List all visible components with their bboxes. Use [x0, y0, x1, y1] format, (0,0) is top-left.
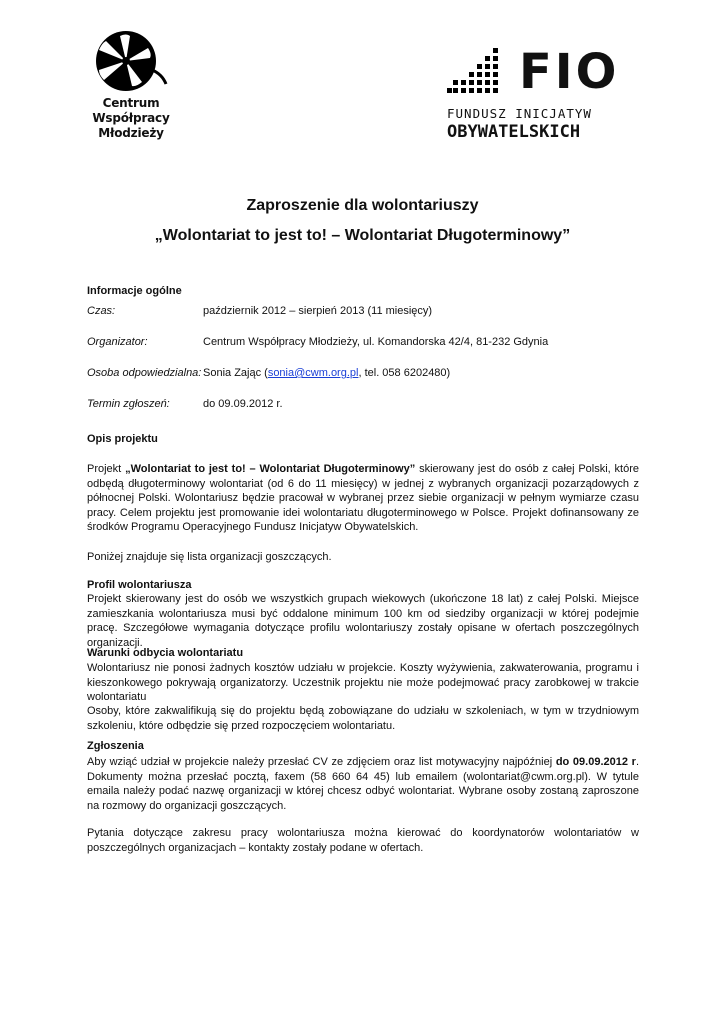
termin-label: Termin zgłoszeń:: [87, 398, 170, 410]
cwm-line-3: Młodzieży: [98, 126, 164, 140]
osoba-name: Sonia Zając (: [203, 367, 268, 379]
fio-logo-line-1: FUNDUSZ INICJATYW: [447, 106, 592, 121]
opis-paragraph-2: Poniżej znajduje się lista organizacji goszczących.: [87, 551, 332, 563]
fio-logo-main: FIO: [519, 44, 620, 100]
cwm-logo: [86, 30, 176, 155]
termin-value: do 09.09.2012 r.: [203, 398, 283, 410]
zgloszenia-p1-bold: do 09.09.2012 r: [555, 756, 636, 768]
page-subtitle: „Wolontariat to jest to! – Wolontariat Długoterminowy”: [154, 227, 571, 244]
fio-dots-icon: [447, 46, 519, 98]
zgloszenia-paragraph-1: [87, 755, 639, 813]
zgloszenia-p1-rest: . Dokumenty można przesłać pocztą, faxem (58 660 64 45) lub emailem (wolontariat@cwm.org.pl). W tytule emaila należy podać nazwę organizacji w której chcesz odbyć wolontariat. Wybrane osoby zostaną zaproszone na rozmowy do organizacji goszczących.: [87, 756, 639, 812]
warunki-text-1: Wolontariusz nie ponosi żadnych kosztów udziału w projekcie. Koszty wyżywienia, zakwaterowania, programu i kieszonkowego pokrywają organizatorzy. Uczestnik projektu nie może podejmować pracy zarobkowej w trakcie wolontariatu: [87, 662, 639, 703]
opis-p1-rest: skierowany jest do osób z całej Polski, które odbędą długoterminowy wolontariat (od 6 do 11 miesięcy) w jednej z wybranych organizacji pozarządowych z północnej Polski. Wolontariusz będzie pracował w wybranej przez siebie organizacji w pełnym wymiarze czasu pracy. Celem projektu jest promowanie idei wolontariatu długoterminowego w Polsce. Projekt dofinansowany ze środków Programu Operacyjnego Fundusz Inicjatyw Obywatelskich.: [87, 463, 640, 533]
cwm-line-1: Centrum: [102, 96, 160, 110]
czas-value: październik 2012 – sierpień 2013 (11 miesięcy): [203, 305, 433, 317]
cwm-line-2: Współpracy: [92, 111, 170, 125]
czas-label: Czas:: [87, 305, 116, 317]
profil-paragraph: [87, 592, 639, 650]
warunki-text-2: Osoby, które zakwalifikują się do projektu będą zobowiązane do udziału w szkoleniach, w tym w trzydniowym szkoleniu, które odbędzie się przed rozpoczęciem wolontariatu.: [87, 705, 639, 732]
profil-heading: Profil wolontariusza: [87, 579, 192, 591]
page-title: Zaproszenie dla wolontariuszy: [246, 197, 479, 214]
zgloszenia-paragraph-2: [87, 826, 639, 855]
organizator-value: Centrum Współpracy Młodzieży, ul. Komandorska 42/4, 81-232 Gdynia: [203, 336, 549, 348]
warunki-paragraph-2: [87, 704, 639, 733]
zgloszenia-heading: Zgłoszenia: [87, 740, 144, 752]
info-heading: Informacje ogólne: [87, 285, 182, 297]
zgloszenia-text-2: Pytania dotyczące zakresu pracy wolontariusza można kierować do koordynatorów wolontariatów w poszczególnych organizacjach – kontakty zostały podane w ofertach.: [87, 827, 639, 854]
osoba-phone: , tel. 058 6202480): [358, 367, 451, 379]
warunki-paragraph-1: [87, 661, 639, 705]
opis-paragraph-1: [87, 462, 639, 535]
opis-p1-start: Projekt: [87, 463, 126, 475]
cwm-logo-text: [86, 96, 176, 141]
cwm-emblem-icon: [90, 30, 170, 92]
fio-logo-line-2: OBYWATELSKICH: [447, 122, 581, 142]
osoba-email-link[interactable]: sonia@cwm.org.pl: [267, 367, 359, 379]
fio-logo: [447, 46, 627, 146]
opis-heading: Opis projektu: [87, 433, 158, 445]
osoba-label: Osoba odpowiedzialna:: [87, 367, 202, 379]
profil-text: Projekt skierowany jest do osób we wszystkich grupach wiekowych (ukończone 18 lat) z całej Polski. Miejsce zamieszkania wolontariusza musi być oddalone minimum 100 km od siedziby organizacji w której podejmie pracę. Szczegółowe wymagania dotyczące profilu wolontariuszy zostały opisane w ofertach poszczególnych organizacji.: [87, 593, 639, 649]
warunki-heading: Warunki odbycia wolontariatu: [87, 647, 244, 659]
opis-p1-bold: „Wolontariat to jest to! – Wolontariat Długoterminowy”: [125, 463, 416, 475]
osoba-value: [203, 367, 450, 379]
organizator-label: Organizator:: [87, 336, 148, 348]
zgloszenia-p1-start: Aby wziąć udział w projekcie należy przesłać CV ze zdjęciem oraz list motywacyjny najpóźniej: [87, 756, 556, 768]
